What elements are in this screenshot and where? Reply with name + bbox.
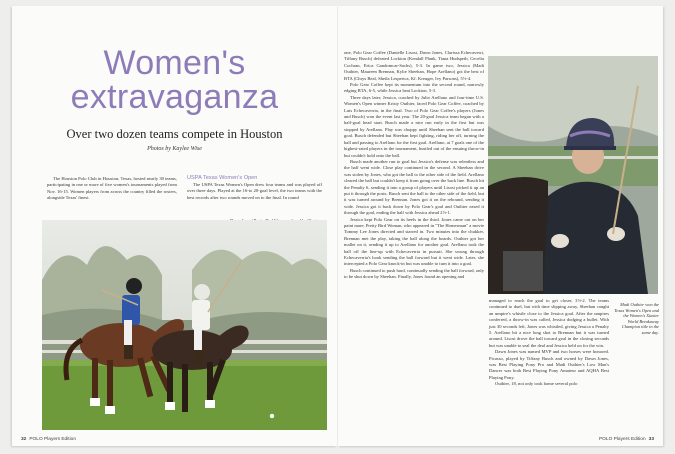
publication-name-left: POLO Players Edition [29, 437, 77, 442]
col2-paragraph-2: Dawn Jones was named MVP and two horses were honored. Picasso, played by Tiffany Busch and owned by Dawn Jones, was Best Playing Pony Pro and Madi Outhier's Low Man's Dancer was both Best Playing Pony Amateur and AQHA Best Playing Pony. [489, 349, 609, 380]
page-number-right: 33 [648, 437, 654, 442]
title-line-1: Women's [103, 44, 246, 82]
section-column [187, 174, 322, 201]
section-paragraph: The USPA Texas Women's Open drew four teams and was played off over three days. Played at the 16-to 20-goal level, the two teams with the best records after two rounds moved on to the final. In round [187, 182, 322, 200]
article-title [12, 46, 337, 114]
col1-paragraph-6: Busch continued to push hard, continually sending the ball forward, only to be shut down by Sheehan. Finally, Jones found an opening and [344, 267, 484, 280]
polo-action-illustration [42, 220, 327, 430]
page-number-left: 32 [21, 437, 27, 442]
photo-caption-right: Madi Outhier won the Texas Women's Open and the Women's Xtasier World Breakaway Champion title in the same day. [614, 302, 659, 335]
col1-paragraph-1: one, Polo Gear Coffee (Danielle Lisosi, Dawn Jones, Clarissa Echecaverri, Tiffany Busch) defeated Lockton (Kendall Plank, Tiana Hudspeth, Cecelia Cochran, Erica Gandomcar-Sachs), 5-3. In game two, Jessica (Madi Outhier, Maureen Brennan, Kylie Sheehan, Hope Arellano) got the best of BTA (Chrys Beal, Sheila Lesperica, Kf. Kreuger, Ivy Parsons), 5½-4. [344, 50, 484, 81]
photo-byline: Photos by Kaylee Wise [147, 146, 202, 152]
col1-paragraph-3: Three days later, Jessica, coached by Julio Arellano and four-time U.S. Women's Open winner Kristy Outhier, faced Polo Gear Coffee, coached by Luis Echecaverria, in the final. Two of Polo Gear Coffee's players (Jones and Busch) won the event last year. The 20-goal Jessica team began with a half-goal head start. Busch made a nice run early in the first but was stopped by Arellano. Play was choppy until Sheehan sent the ball toward goal. Busch defended but Sheehan kept fighting, riding her off, turning the ball and passing to Arellano for the first goal. Arellano, at 7 goals one of the highest-rated players in the tournament, hustled out of the ensuing throw-in but couldn't hold onto the ball. [344, 94, 484, 158]
left-page [12, 6, 337, 446]
col1-paragraph-4: Busch made another run to goal but Jessica's defense was relentless and the half went wide. Close play continued in the second. A Sheehan drive was stolen by Jones, who got the ball to the other side of the field. Arellano cleared the ball but couldn't keep it from going over the back line. Busch hit the Penalty 6, sending it into a group of players until Lisosi picked it up an put it through the posts. Busch sent the ball to the other side of the field, but it was turned around by Brennan. Jones got it on the rebound, sending it wide. Jessica got it back down by Polo Gear's goal and Outhier eased it through the goal, ending the half with Jessica ahead 2½-1. [344, 158, 484, 216]
polo-action-photo [42, 220, 327, 430]
folio-right [599, 437, 657, 442]
polo-ball-icon [270, 414, 274, 418]
section-heading: USPA Texas Women's Open [187, 175, 258, 181]
body-column-2 [489, 298, 609, 388]
rider-portrait-illustration [488, 56, 658, 294]
col2-paragraph-3: Outhier, 18, not only took home several polo [495, 381, 578, 387]
right-page [338, 6, 663, 446]
col1-paragraph-5: Jessica kept Polo Gear on its heels in the third. Jones came out on her paint mare, Pretty Bird Woman, who appeared in "The Homesman" a movie Tommy Lee Jones directed and starred in. Two minutes into the chukker, Brennan met the play, taking the ball along the boards. Outhier got her mallet on it, sending it up to Arellano for another goal. Arellano took the ball off the line-up with Echecaverria in pursuit. She swung through Echecaverria's hook sending the ball forward but it went wide. Later, she intercepted a Polo Gear knock-in but was unable to turn it into a goal. [344, 216, 484, 267]
folio-left [18, 437, 76, 442]
body-column-1 [344, 50, 484, 281]
col1-paragraph-2: Polo Gear Coffee kept its momentum into the second round, narrowly edging BTA, 6-5, while Jessica beat Lockton, 5-3. [344, 82, 484, 94]
intro-paragraph: The Houston Polo Club in Houston, Texas, hosted nearly 30 teams, participating in one or more of five women's tournaments played from Nov. 16-15. Women players from across the country filled the rosters, alongside Texas' finest. [47, 176, 177, 201]
publication-name-right: POLO Players Edition [598, 437, 646, 442]
title-line-2: extravaganza [70, 78, 279, 116]
rider-portrait-photo [488, 56, 658, 294]
intro-column [47, 176, 177, 202]
article-subtitle: Over two dozen teams compete in Houston [66, 127, 283, 141]
col2-paragraph-1: managed to reach the goal to get closer, 3½-2. The teams continued to duel, but with time slipping away, Sheehan caught an umpire's whistle close to the Jessica goal. After the umpires conferred, a throw-in was called, Jessica dodging a bullet. With just 30 seconds left, Jones was whistled, giving Jessica a Penalty 5. Arellano hit a nice long shot to Brennan but it was turned around. Lisosi drove the ball toward goal in the closing seconds but was unable to seal the deal and Jessica held on for the win. [489, 298, 609, 348]
